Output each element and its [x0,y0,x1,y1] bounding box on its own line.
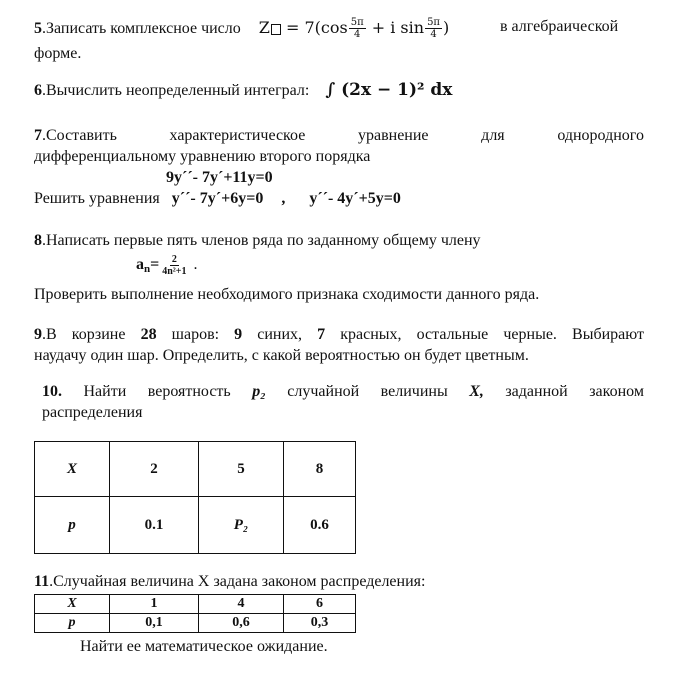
task10-distribution-table [34,441,356,554]
task7-equation3: y´´- 4y´+5y=0 [309,190,401,207]
task8-line3: Проверить выполнение необходимого признака сходимости данного ряда. [34,286,540,303]
task7-line4: Решить уравнения y´´- 7y´+6y=0 , y´´- 4y´+5y=0 [34,190,401,207]
task7-solve-text: Решить уравнения [34,190,160,207]
task5-fraction: $\frac{5\pi}{4}$ [427,17,440,40]
task9-line1: 9.В корзине 28 шаров: 9 синих, 7 красных, остальные черные. Выбирают [34,326,644,343]
task6-formula: ∫ (2x − 1)² dx [325,80,453,100]
task8-line1: 8.Написать первые пять членов ряда по заданному общему члену [34,232,481,249]
task7-line2: дифференциальному уравнению второго порядка [34,148,371,165]
task8-fraction: $\frac{2}{\text{4n²+1}}$ [162,253,187,277]
table-cell: 1 [110,595,199,614]
task5-line1: 5.Записать комплексное число Z = 7(cos $\frac{5\pi}{4}$ + i sin $\frac{5\pi}{4}$ ) [34,17,450,40]
table-cell: 2 [110,442,199,497]
table-cell: X [35,442,110,497]
task8-number: 8 [34,232,42,249]
table-cell: 5 [199,442,284,497]
task6-text: Вычислить неопределенный интеграл: [46,82,310,99]
table-row [35,442,356,497]
table-cell: 0.1 [110,497,199,554]
table-cell: 0,1 [110,614,199,633]
task11-footer: Найти ее математическое ожидание. [80,638,328,655]
task6-line: 6.Вычислить неопределенный интеграл: ∫ (2x − 1)² dx [34,80,453,100]
task9-line2: наудачу один шар. Определить, с какой вероятностью он будет цветным. [34,347,529,364]
task10-line2: распределения [42,404,143,421]
task6-number: 6 [34,82,42,99]
task5-number: 5 [34,20,42,37]
task10-line1: 10. Найти вероятность p₂ случайной величины X, заданной законом [42,383,644,400]
table-cell: 0.6 [284,497,356,554]
task5-fraction: $\frac{5\pi}{4}$ [350,17,364,40]
task8-formula: $a_n=$ $\frac{2}{\text{4n²+1}}$ . [136,253,198,277]
table-cell: X [35,595,110,614]
table-cell: P₂ [199,497,284,554]
task9-number: 9 [34,326,42,343]
task5-text-after: в алгебраической [500,18,619,35]
task10-number: 10. [42,383,62,400]
table-cell: p [35,614,110,633]
table-row [35,595,356,614]
table-cell: 0,6 [199,614,284,633]
task11-line1 [34,572,425,592]
task5-text: Записать комплексное число [46,20,241,37]
table-cell: 0,3 [284,614,356,633]
task7-equation1: 9y´´- 7y´+11y=0 [166,169,273,186]
table-cell: 4 [199,595,284,614]
task7-line1: 7.Составить характеристическое уравнение для однородного [34,127,644,144]
task11-number: 11 [34,573,50,590]
task5-formula: Z = 7(cos $\frac{5\pi}{4}$ + i sin $\frac{5\pi}{4}$ ) [258,17,450,40]
task8-text: Написать первые пять членов ряда по заданному общему члену [46,232,481,249]
table-row [35,497,356,554]
task7-equation2: y´´- 7y´+6y=0 [171,190,264,207]
table-cell: 6 [284,595,356,614]
task11-distribution-table [34,594,356,633]
table-cell: 8 [284,442,356,497]
placeholder-box-icon [271,24,281,35]
task5-line2: форме. [34,45,82,62]
table-cell: p [35,497,110,554]
task11-text: .Случайная величина X задана законом распределения: [49,573,426,590]
task7-number: 7 [34,127,42,144]
table-row [35,614,356,633]
